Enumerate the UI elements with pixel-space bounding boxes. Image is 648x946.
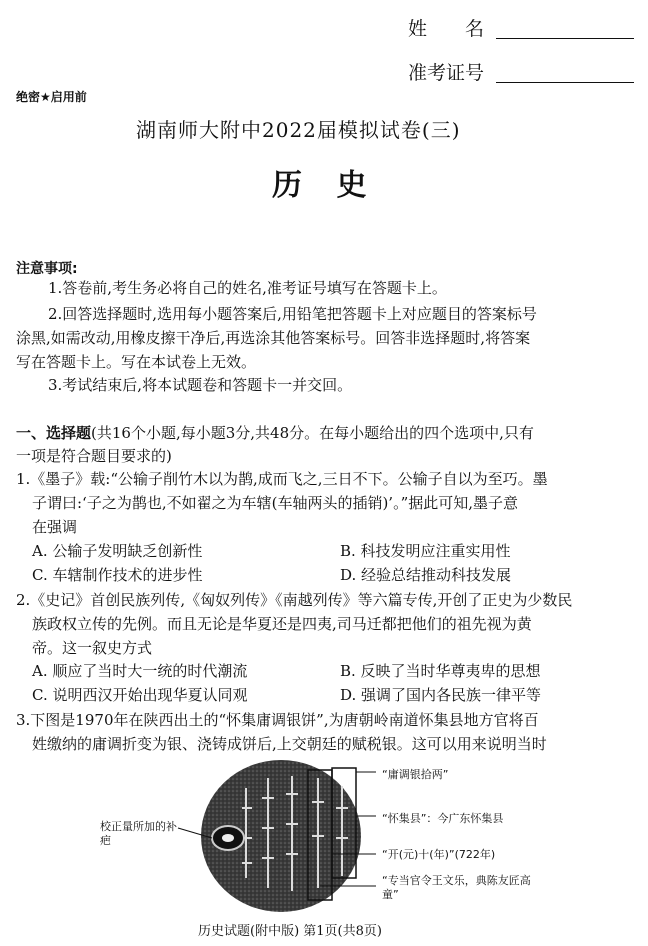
q1-option-d[interactable]: D. 经验总结推动科技发展 (340, 566, 512, 584)
id-label: 准考证号 (408, 62, 485, 84)
fig-label-3: “开(元)十(年)”(722年) (382, 848, 496, 861)
q2-option-b[interactable]: B. 反映了当时华尊夷卑的思想 (340, 662, 541, 680)
q1-stem: 在强调 (32, 518, 78, 536)
name-label: 姓 名 (408, 18, 485, 40)
section-desc-2: 一项是符合题目要求的) (16, 447, 172, 465)
notice-line: 2.回答选择题时,选用每小题答案后,用铅笔把答题卡上对应题目的答案标号 (48, 305, 537, 323)
section-heading: 一、选择题 (16, 424, 92, 442)
q2-stem: 帝。这一叙史方式 (32, 639, 153, 657)
fig-label-4: “专当官令王文乐，典陈友匠高童” (382, 874, 531, 901)
exam-title: 湖南师大附中2022届模拟试卷(三) (136, 118, 461, 142)
q3-stem: 3.下图是1970年在陕西出土的“怀集庸调银饼”,为唐朝岭南道怀集县地方官将百 (16, 711, 539, 729)
page-footer: 历史试题(附中版) 第1页(共8页) (198, 924, 382, 939)
q2-option-c[interactable]: C. 说明西汉开始出现华夏认同观 (32, 686, 248, 704)
q2-stem: 2.《史记》首创民族列传,《匈奴列传》《南越列传》等六篇专传,开创了正史为少数民 (16, 591, 573, 609)
fig-label-2: “怀集县”：今广东怀集县 (382, 812, 504, 825)
id-blank[interactable] (496, 82, 634, 83)
notice-line: 3.考试结束后,将本试题卷和答题卡一并交回。 (48, 376, 353, 394)
notice-line: 写在答题卡上。写在本试卷上无效。 (16, 353, 257, 371)
q1-stem: 子谓曰:‘子之为鹊也,不如翟之为车辖(车轴两头的插销)’。”据此可知,墨子意 (32, 494, 519, 512)
patch-caption: 校正量所加的补疤 (100, 820, 177, 847)
subject-title: 历 史 (272, 168, 379, 203)
name-blank[interactable] (496, 38, 634, 39)
section-line-1 (16, 421, 534, 445)
q2-option-d[interactable]: D. 强调了国内各民族一律平等 (340, 686, 542, 704)
q2-stem: 族政权立传的先例。而且无论是华夏还是四夷,司马迁都把他们的祖先视为黄 (32, 615, 532, 633)
q2-option-a[interactable]: A. 顺应了当时大一统的时代潮流 (32, 662, 248, 680)
q1-option-c[interactable]: C. 车辖制作技术的进步性 (32, 566, 203, 584)
q3-stem: 姓缴纳的庸调折变为银、浇铸成饼后,上交朝廷的赋税银。这可以用来说明当时 (32, 735, 547, 753)
fig-label-1: “庸调银拾两” (382, 768, 449, 781)
section-desc: (共16个小题,每小题3分,共48分。在每小题给出的四个选项中,只有 (91, 424, 534, 442)
notice-line: 涂黑,如需改动,用橡皮擦干净后,再选涂其他答案标号。回答非选择题时,将答案 (16, 329, 531, 347)
patch-center (222, 834, 234, 842)
notice-heading: 注意事项: (16, 261, 78, 277)
q1-stem: 1.《墨子》载:“公输子削竹木以为鹊,成而飞之,三日不下。公输子自以为至巧。墨 (16, 470, 548, 488)
secret-mark: 绝密★启用前 (16, 90, 87, 104)
notice-line: 1.答卷前,考生务必将自己的姓名,准考证号填写在答题卡上。 (48, 279, 447, 297)
q1-option-b[interactable]: B. 科技发明应注重实用性 (340, 542, 511, 560)
q1-option-a[interactable]: A. 公输子发明缺乏创新性 (32, 542, 203, 560)
